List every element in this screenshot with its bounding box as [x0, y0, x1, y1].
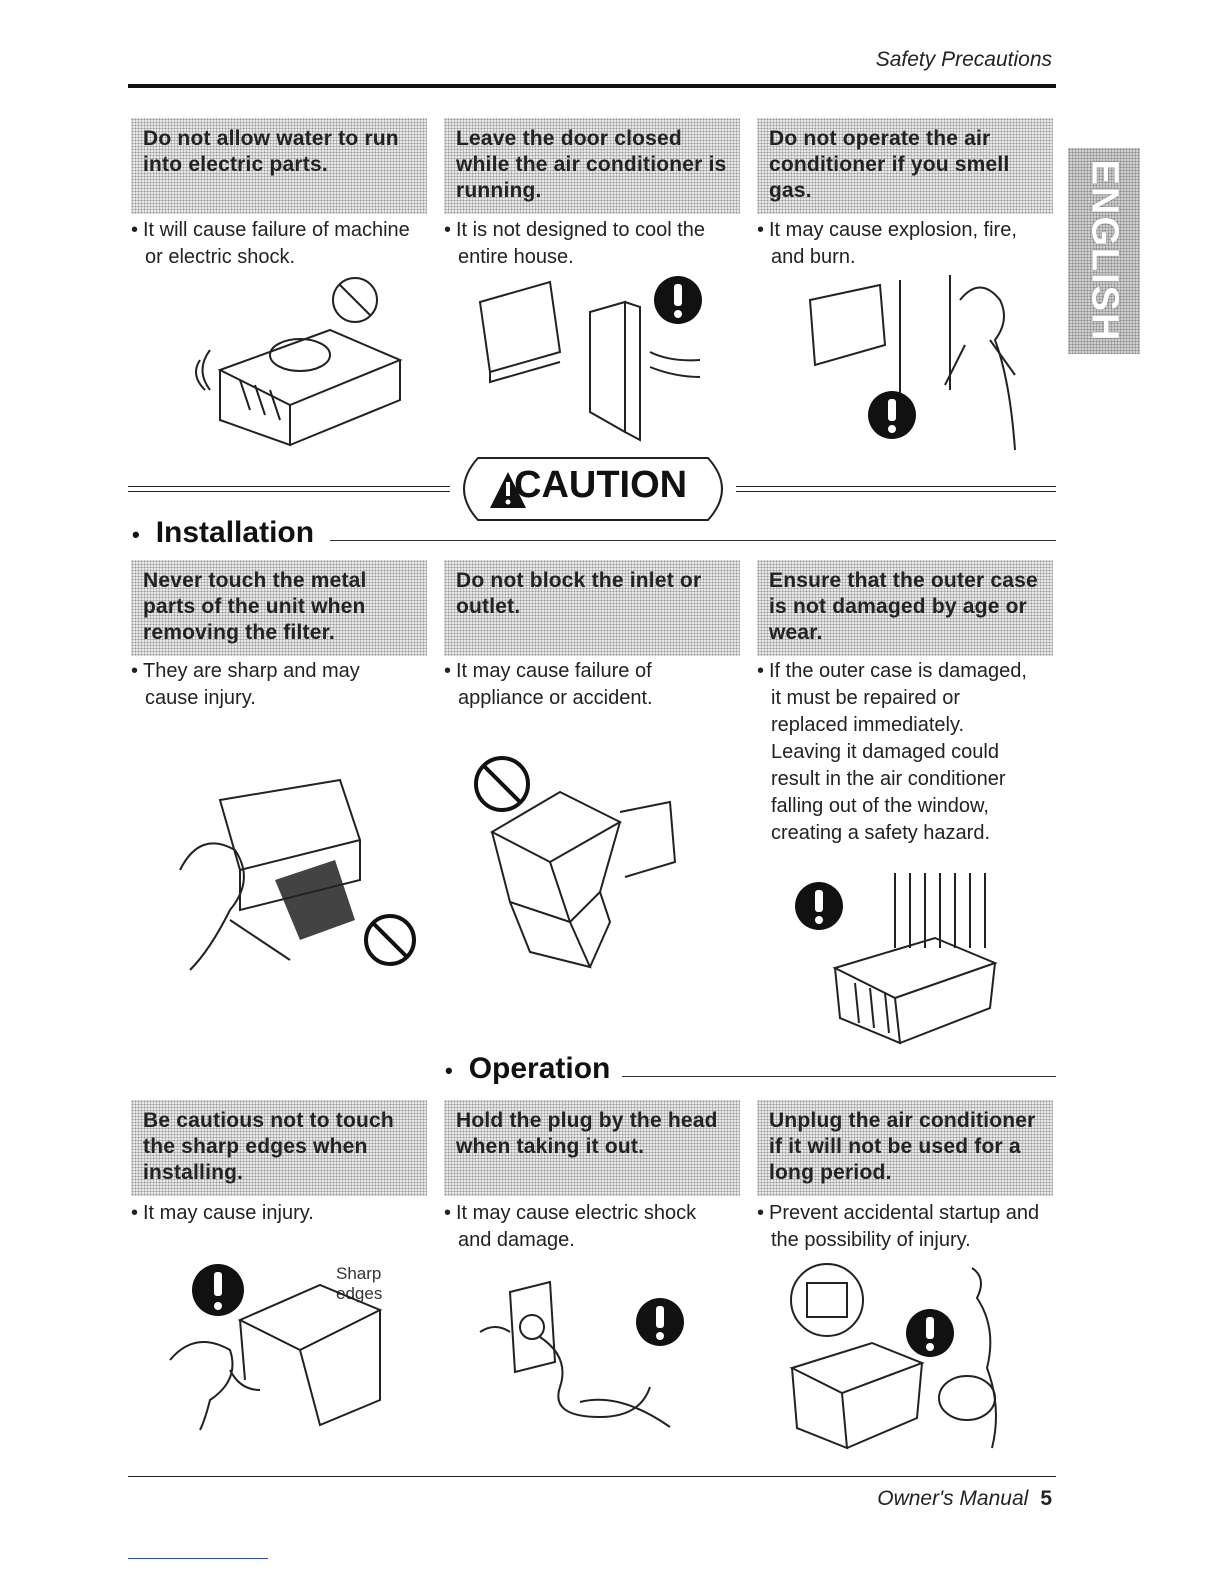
- warning-box-door: [444, 118, 740, 214]
- illustration-damaged-case: [785, 868, 1025, 1053]
- install-note-metal: • They are sharp and may cause injury.: [131, 658, 431, 712]
- operation-box-edges: [131, 1100, 427, 1196]
- caution-label: CAUTION: [514, 464, 688, 506]
- warning-box-gas: [757, 118, 1053, 214]
- operation-rule: [622, 1076, 1056, 1077]
- warning-icon: [636, 1298, 684, 1346]
- warning-icon: [795, 882, 843, 930]
- installation-heading: • Installation: [132, 516, 315, 549]
- illustration-blocked-inlet: [470, 752, 690, 992]
- note-line: appliance or accident.: [458, 687, 653, 709]
- warning-title: Do not operate the air conditioner if you smell gas.: [769, 127, 1010, 202]
- language-tab: [1068, 148, 1140, 354]
- caution-rule-right: [736, 486, 1056, 492]
- note-line: It may cause electric shock: [456, 1202, 697, 1224]
- installation-rule: [330, 540, 1056, 541]
- caution-rule-left: [128, 486, 450, 492]
- illustration-water-ac: [180, 270, 430, 450]
- note-line: If the outer case is damaged,: [769, 660, 1027, 682]
- warning-title: Leave the door closed while the air conditioner is running.: [456, 127, 727, 202]
- install-box-metal: [131, 560, 427, 656]
- header-rule: [128, 84, 1056, 88]
- install-note-inlet: • It may cause failure of appliance or accident.: [444, 658, 744, 712]
- operation-note-plug: • It may cause electric shock and damage.: [444, 1200, 744, 1254]
- illustration-gas-smell: [790, 270, 1040, 455]
- warning-box-water: [131, 118, 427, 214]
- page-artifact-line: [128, 1558, 268, 1559]
- warning-title: Do not allow water to run into electric parts.: [143, 127, 399, 176]
- warning-note-gas: • It may cause explosion, fire, and burn.: [757, 217, 1057, 271]
- operation-box-plug: [444, 1100, 740, 1196]
- page-footer: [877, 1487, 1052, 1511]
- prohibited-icon: [366, 916, 414, 964]
- warning-note-door: • It is not designed to cool the entire house.: [444, 217, 744, 271]
- note-line: It may cause failure of: [456, 660, 652, 682]
- footer-label: Owner's Manual: [877, 1487, 1029, 1510]
- operation-title: Unplug the air conditioner if it will not be used for a long period.: [769, 1109, 1036, 1184]
- note-line: or electric shock.: [145, 246, 296, 268]
- operation-title: Be cautious not to touch the sharp edges when installing.: [143, 1109, 394, 1184]
- warning-note-water: • It will cause failure of machine or electric shock.: [131, 217, 431, 271]
- note-line: They are sharp and may: [143, 660, 360, 682]
- page-header-title: Safety Precautions: [875, 48, 1052, 71]
- install-title: Ensure that the outer case is not damaged by age or wear.: [769, 569, 1038, 644]
- operation-note-unplug: • Prevent accidental startup and the possibility of injury.: [757, 1200, 1057, 1254]
- note-line: entire house.: [458, 246, 574, 268]
- note-line: Prevent accidental startup and: [769, 1202, 1040, 1224]
- note-line: result in the air conditioner: [771, 768, 1006, 790]
- illustration-door-open: [450, 272, 720, 447]
- note-line: It may cause injury.: [143, 1202, 314, 1224]
- warning-icon: [192, 1264, 244, 1316]
- warning-icon: [906, 1309, 954, 1357]
- note-line: and damage.: [458, 1229, 575, 1251]
- installation-heading-text: Installation: [155, 516, 315, 549]
- note-line: It will cause failure of machine: [143, 219, 410, 241]
- language-tab-label: ENGLISH: [1083, 159, 1126, 343]
- illustration-sharp-edges: [150, 1250, 400, 1440]
- warning-icon: [868, 391, 916, 439]
- note-line: cause injury.: [145, 687, 256, 709]
- note-line: It may cause explosion, fire,: [769, 219, 1017, 241]
- illustration-plug-removal: [470, 1262, 700, 1437]
- note-line: creating a safety hazard.: [771, 822, 991, 844]
- operation-heading-text: Operation: [468, 1052, 611, 1085]
- note-line: it must be repaired or: [771, 687, 960, 709]
- operation-box-unplug: [757, 1100, 1053, 1196]
- note-line: and burn.: [771, 246, 856, 268]
- install-note-case: • If the outer case is damaged, it must be repaired or replaced immediately. Leaving it damaged could result in the air conditioner falling out of the window, creating a safety hazard.: [757, 658, 1057, 847]
- note-line: It is not designed to cool the: [456, 219, 706, 241]
- illustration-filter-removal: [160, 760, 430, 980]
- install-box-inlet: [444, 560, 740, 656]
- install-box-case: [757, 560, 1053, 656]
- note-line: the possibility of injury.: [771, 1229, 971, 1251]
- sharp-edges-label: Sharp edges: [336, 1264, 383, 1303]
- operation-note-edges: • It may cause injury.: [131, 1202, 314, 1224]
- note-line: falling out of the window,: [771, 795, 989, 817]
- illustration-unplug-unused: [782, 1258, 1022, 1463]
- caution-banner: [448, 456, 738, 522]
- install-title: Do not block the inlet or outlet.: [456, 569, 702, 618]
- page-number: 5: [1040, 1487, 1052, 1510]
- operation-heading: • Operation: [445, 1052, 611, 1085]
- install-title: Never touch the metal parts of the unit when removing the filter.: [143, 569, 367, 644]
- note-line: Leaving it damaged could: [771, 741, 999, 763]
- warning-icon: [654, 276, 702, 324]
- operation-title: Hold the plug by the head when taking it out.: [456, 1109, 718, 1158]
- note-line: replaced immediately.: [771, 714, 965, 736]
- prohibited-icon: [476, 758, 528, 810]
- footer-rule: [128, 1476, 1056, 1477]
